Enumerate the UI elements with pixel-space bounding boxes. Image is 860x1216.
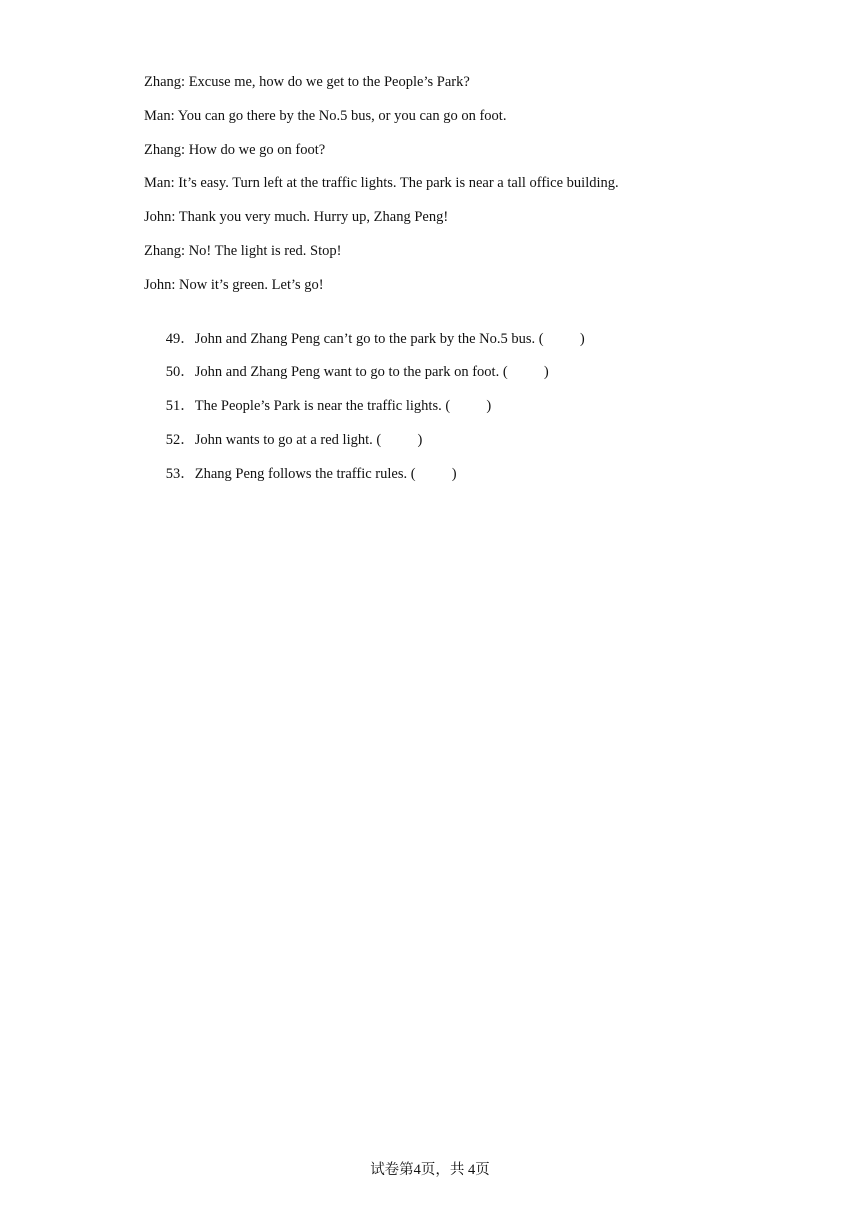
question-text: John wants to go at a red light. ( ) xyxy=(194,431,423,448)
question-number: 51． xyxy=(165,398,195,415)
dialogue-line: Man: It’s easy. Turn left at the traffic lights. The park is near a tall office building. xyxy=(144,175,619,192)
question-item xyxy=(144,309,744,347)
page-footer: 试卷第4页，共 4页 xyxy=(370,1162,490,1178)
reading-passage xyxy=(144,72,744,482)
question-text: Zhang Peng follows the traffic rules. ( ) xyxy=(194,465,457,482)
dialogue-line: Zhang: How do we go on foot? xyxy=(144,141,326,158)
dialogue-line: John: Thank you very much. Hurry up, Zhang Peng! xyxy=(144,209,449,226)
question-number: 52． xyxy=(165,431,195,448)
question-text: The People’s Park is near the traffic lights. ( ) xyxy=(194,398,492,415)
question-text: John and Zhang Peng can’t go to the park by the No.5 bus. ( ) xyxy=(194,330,585,347)
dialogue-line: Man: You can go there by the No.5 bus, or you can go on foot. xyxy=(144,107,507,124)
question-text: John and Zhang Peng want to go to the park on foot. ( ) xyxy=(194,364,549,381)
dialogue-line: Zhang: No! The light is red. Stop! xyxy=(144,242,342,259)
question-number: 49． xyxy=(165,330,195,347)
dialogue-line: John: Now it’s green. Let’s go! xyxy=(144,276,324,293)
dialogue-line: Zhang: Excuse me, how do we get to the People’s Park? xyxy=(144,74,470,90)
question-number: 50． xyxy=(165,364,195,381)
question-number: 53． xyxy=(165,465,195,482)
